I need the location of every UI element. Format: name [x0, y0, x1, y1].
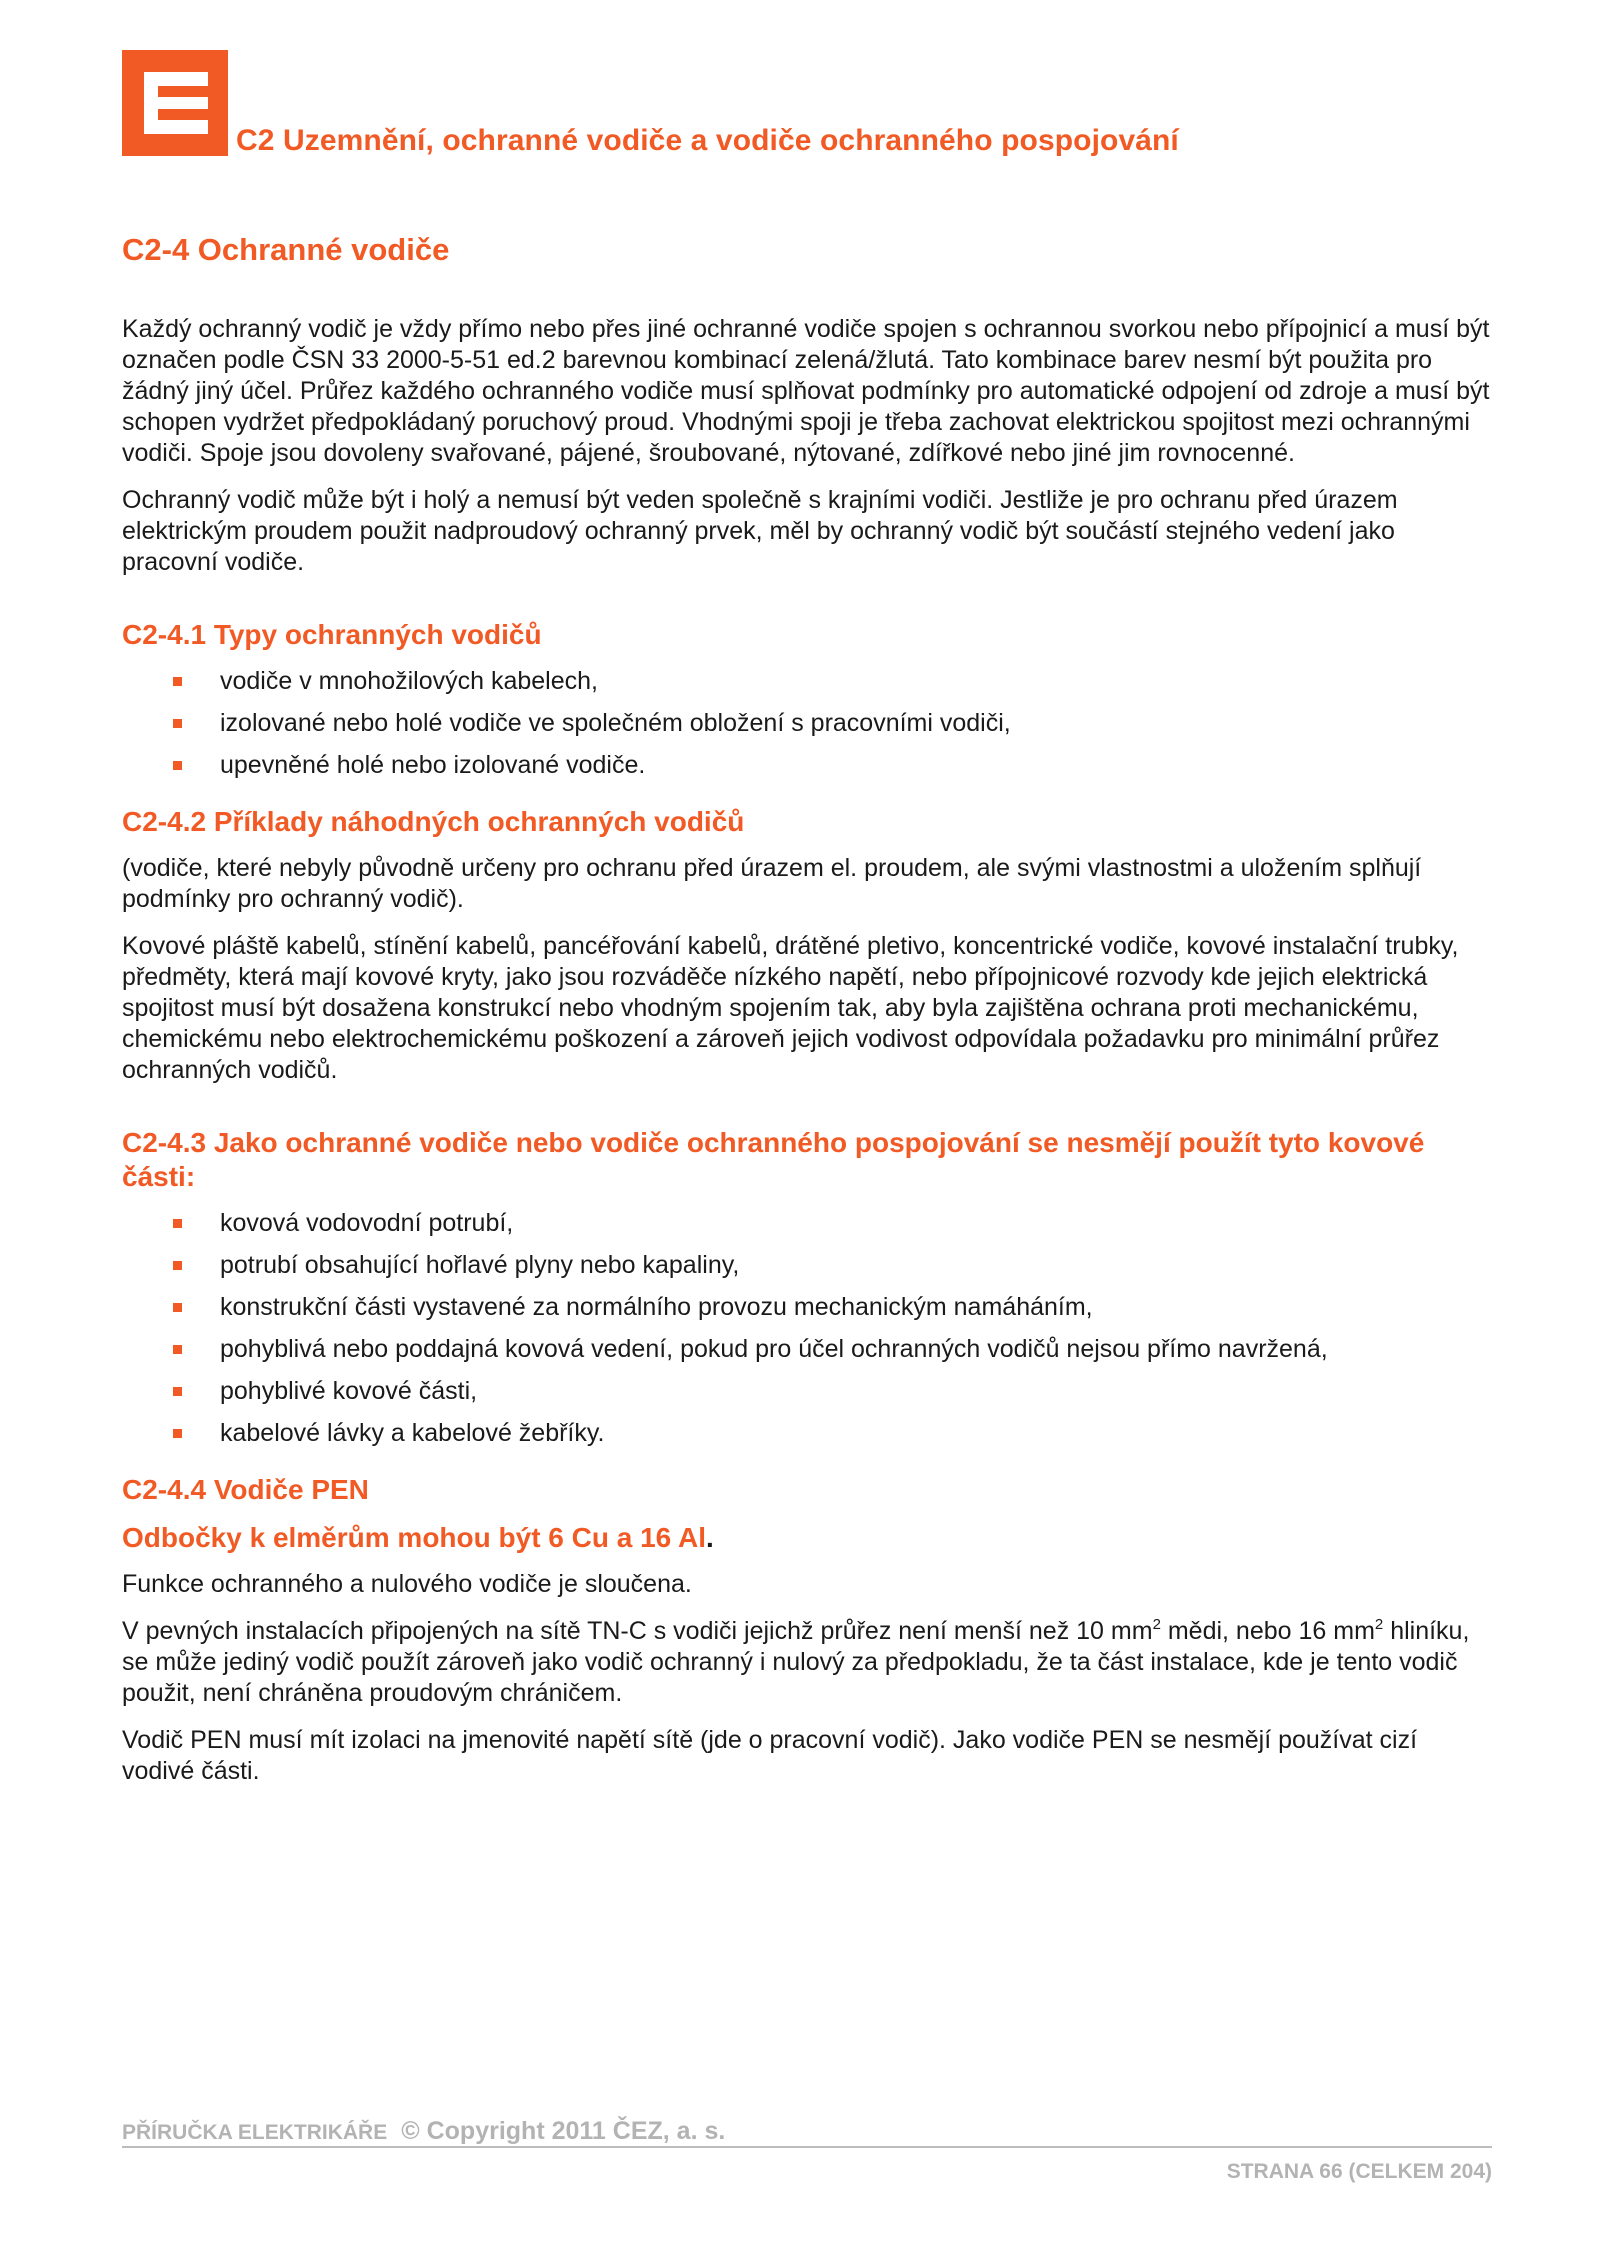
- bullet-icon: [173, 761, 182, 770]
- page-number: STRANA 66 (CELKEM 204): [1226, 2160, 1492, 2183]
- list-item: pohyblivé kovové části,: [122, 1376, 1492, 1407]
- subsection-heading: C2-4.3 Jako ochranné vodiče nebo vodiče ochranného pospojování se nesmějí použít tyto kovové části:: [122, 1127, 1425, 1192]
- bullet-icon: [173, 1387, 182, 1396]
- cez-logo-icon: [122, 50, 228, 156]
- bullet-icon: [173, 1219, 182, 1228]
- list-item: vodiče v mnohožilových kabelech,: [122, 666, 1492, 697]
- list-item: konstrukční části vystavené za normálního provozu mechanickým namáháním,: [122, 1292, 1492, 1323]
- footer-copyright: © Copyright 2011 ČEZ, a. s.: [401, 2117, 726, 2145]
- paragraph: Vodič PEN musí mít izolaci na jmenovité napětí sítě (jde o pracovní vodič). Jako vodiče PEN se nesmějí používat cizí vodivé části.: [122, 1726, 1418, 1785]
- list-item: kovová vodovodní potrubí,: [122, 1208, 1492, 1239]
- page-content: [122, 232, 1492, 1803]
- paragraph: V pevných instalacích připojených na sítě TN-C s vodiči jejichž průřez není menší než 10 $mm^2$ mědi, nebo 16 $mm^2$ hliníku, se může jediný vodič použít zároveň jako vodič ochranný i nulový za předpokladu, že ta část instalace, kde je tento vodič použit, není chráněna proudovým chráničem.: [122, 1616, 1470, 1707]
- paragraph: Ochranný vodič může být i holý a nemusí být veden společně s krajními vodiči. Jestliže je pro ochranu před úrazem elektrickým proudem použit nadproudový ochranný prvek, měl by ochranný vodič být součástí stejného vedení jako pracovní vodiče.: [122, 486, 1398, 576]
- subsection-heading: C2-4.2 Příklady náhodných ochranných vodičů: [122, 806, 745, 837]
- list-item: kabelové lávky a kabelové žebříky.: [122, 1418, 1492, 1449]
- subsection-heading: C2-4.1 Typy ochranných vodičů: [122, 619, 542, 650]
- bullet-icon: [173, 1429, 182, 1438]
- bullet-icon: [173, 1303, 182, 1312]
- bullet-icon: [173, 719, 182, 728]
- paragraph: (vodiče, které nebyly původně určeny pro ochranu před úrazem el. proudem, ale svými vlastnostmi a uložením splňují podmínky pro ochranný vodič).: [122, 854, 1422, 913]
- list-item: pohyblivá nebo poddajná kovová vedení, pokud pro účel ochranných vodičů nejsou přímo navržená,: [122, 1334, 1492, 1365]
- list-item: potrubí obsahující hořlavé plyny nebo kapaliny,: [122, 1250, 1492, 1281]
- footer-publication: PŘÍRUČKA ELEKTRIKÁŘE © Copyright 2011 ČEZ, a. s.: [122, 2117, 726, 2145]
- subsection-heading: C2-4.4 Vodiče PEN: [122, 1474, 369, 1505]
- footer-divider: [122, 2146, 1492, 2148]
- paragraph: Každý ochranný vodič je vždy přímo nebo přes jiné ochranné vodiče spojen s ochrannou svorkou nebo přípojnicí a musí být označen podle ČSN 33 2000-5-51 ed.2 barevnou kombinací zelená/žlutá. Tato kombinace barev nesmí být použita pro žádný jiný účel. Průřez každého ochranného vodiče musí splňovat podmínky pro automatické odpojení od zdroje a musí být schopen vydržet předpokládaný poruchový proud. Vhodnými spoji je třeba zachovat elektrickou spojitost mezi ochrannými vodiči. Spoje jsou dovoleny svařované, pájené, šroubované, nýtované, zdířkové nebo jiné jim rovnocenné.: [122, 315, 1490, 467]
- bullet-icon: [173, 1345, 182, 1354]
- subsection-subheading: Odbočky k elměrům mohou být 6 Cu a 16 Al.: [122, 1522, 714, 1553]
- bullet-list: [122, 1208, 1492, 1449]
- paragraph: Funkce ochranného a nulového vodiče je sloučena.: [122, 1570, 692, 1598]
- bullet-list: [122, 666, 1492, 781]
- bullet-icon: [173, 677, 182, 686]
- paragraph: Kovové pláště kabelů, stínění kabelů, pancéřování kabelů, drátěné pletivo, koncentrické vodiče, kovové instalační trubky, předměty, která mají kovové kryty, jako jsou rozváděče nízkého napětí, nebo přípojnicové rozvody kde jejich elektrická spojitost musí být dosažena konstrukcí nebo vhodným spojením tak, aby byla zajištěna ochrana proti mechanickému, chemickému nebo elektrochemickému poškození a zároveň jejich vodivost odpovídala požadavku pro minimální průřez ochranných vodičů.: [122, 932, 1459, 1084]
- bullet-icon: [173, 1261, 182, 1270]
- section-heading: C2-4 Ochranné vodiče: [122, 232, 450, 267]
- list-item: upevněné holé nebo izolované vodiče.: [122, 750, 1492, 781]
- list-item: izolované nebo holé vodiče ve společném obložení s pracovními vodiči,: [122, 708, 1492, 739]
- document-title: C2 Uzemnění, ochranné vodiče a vodiče ochranného pospojování: [236, 124, 1179, 157]
